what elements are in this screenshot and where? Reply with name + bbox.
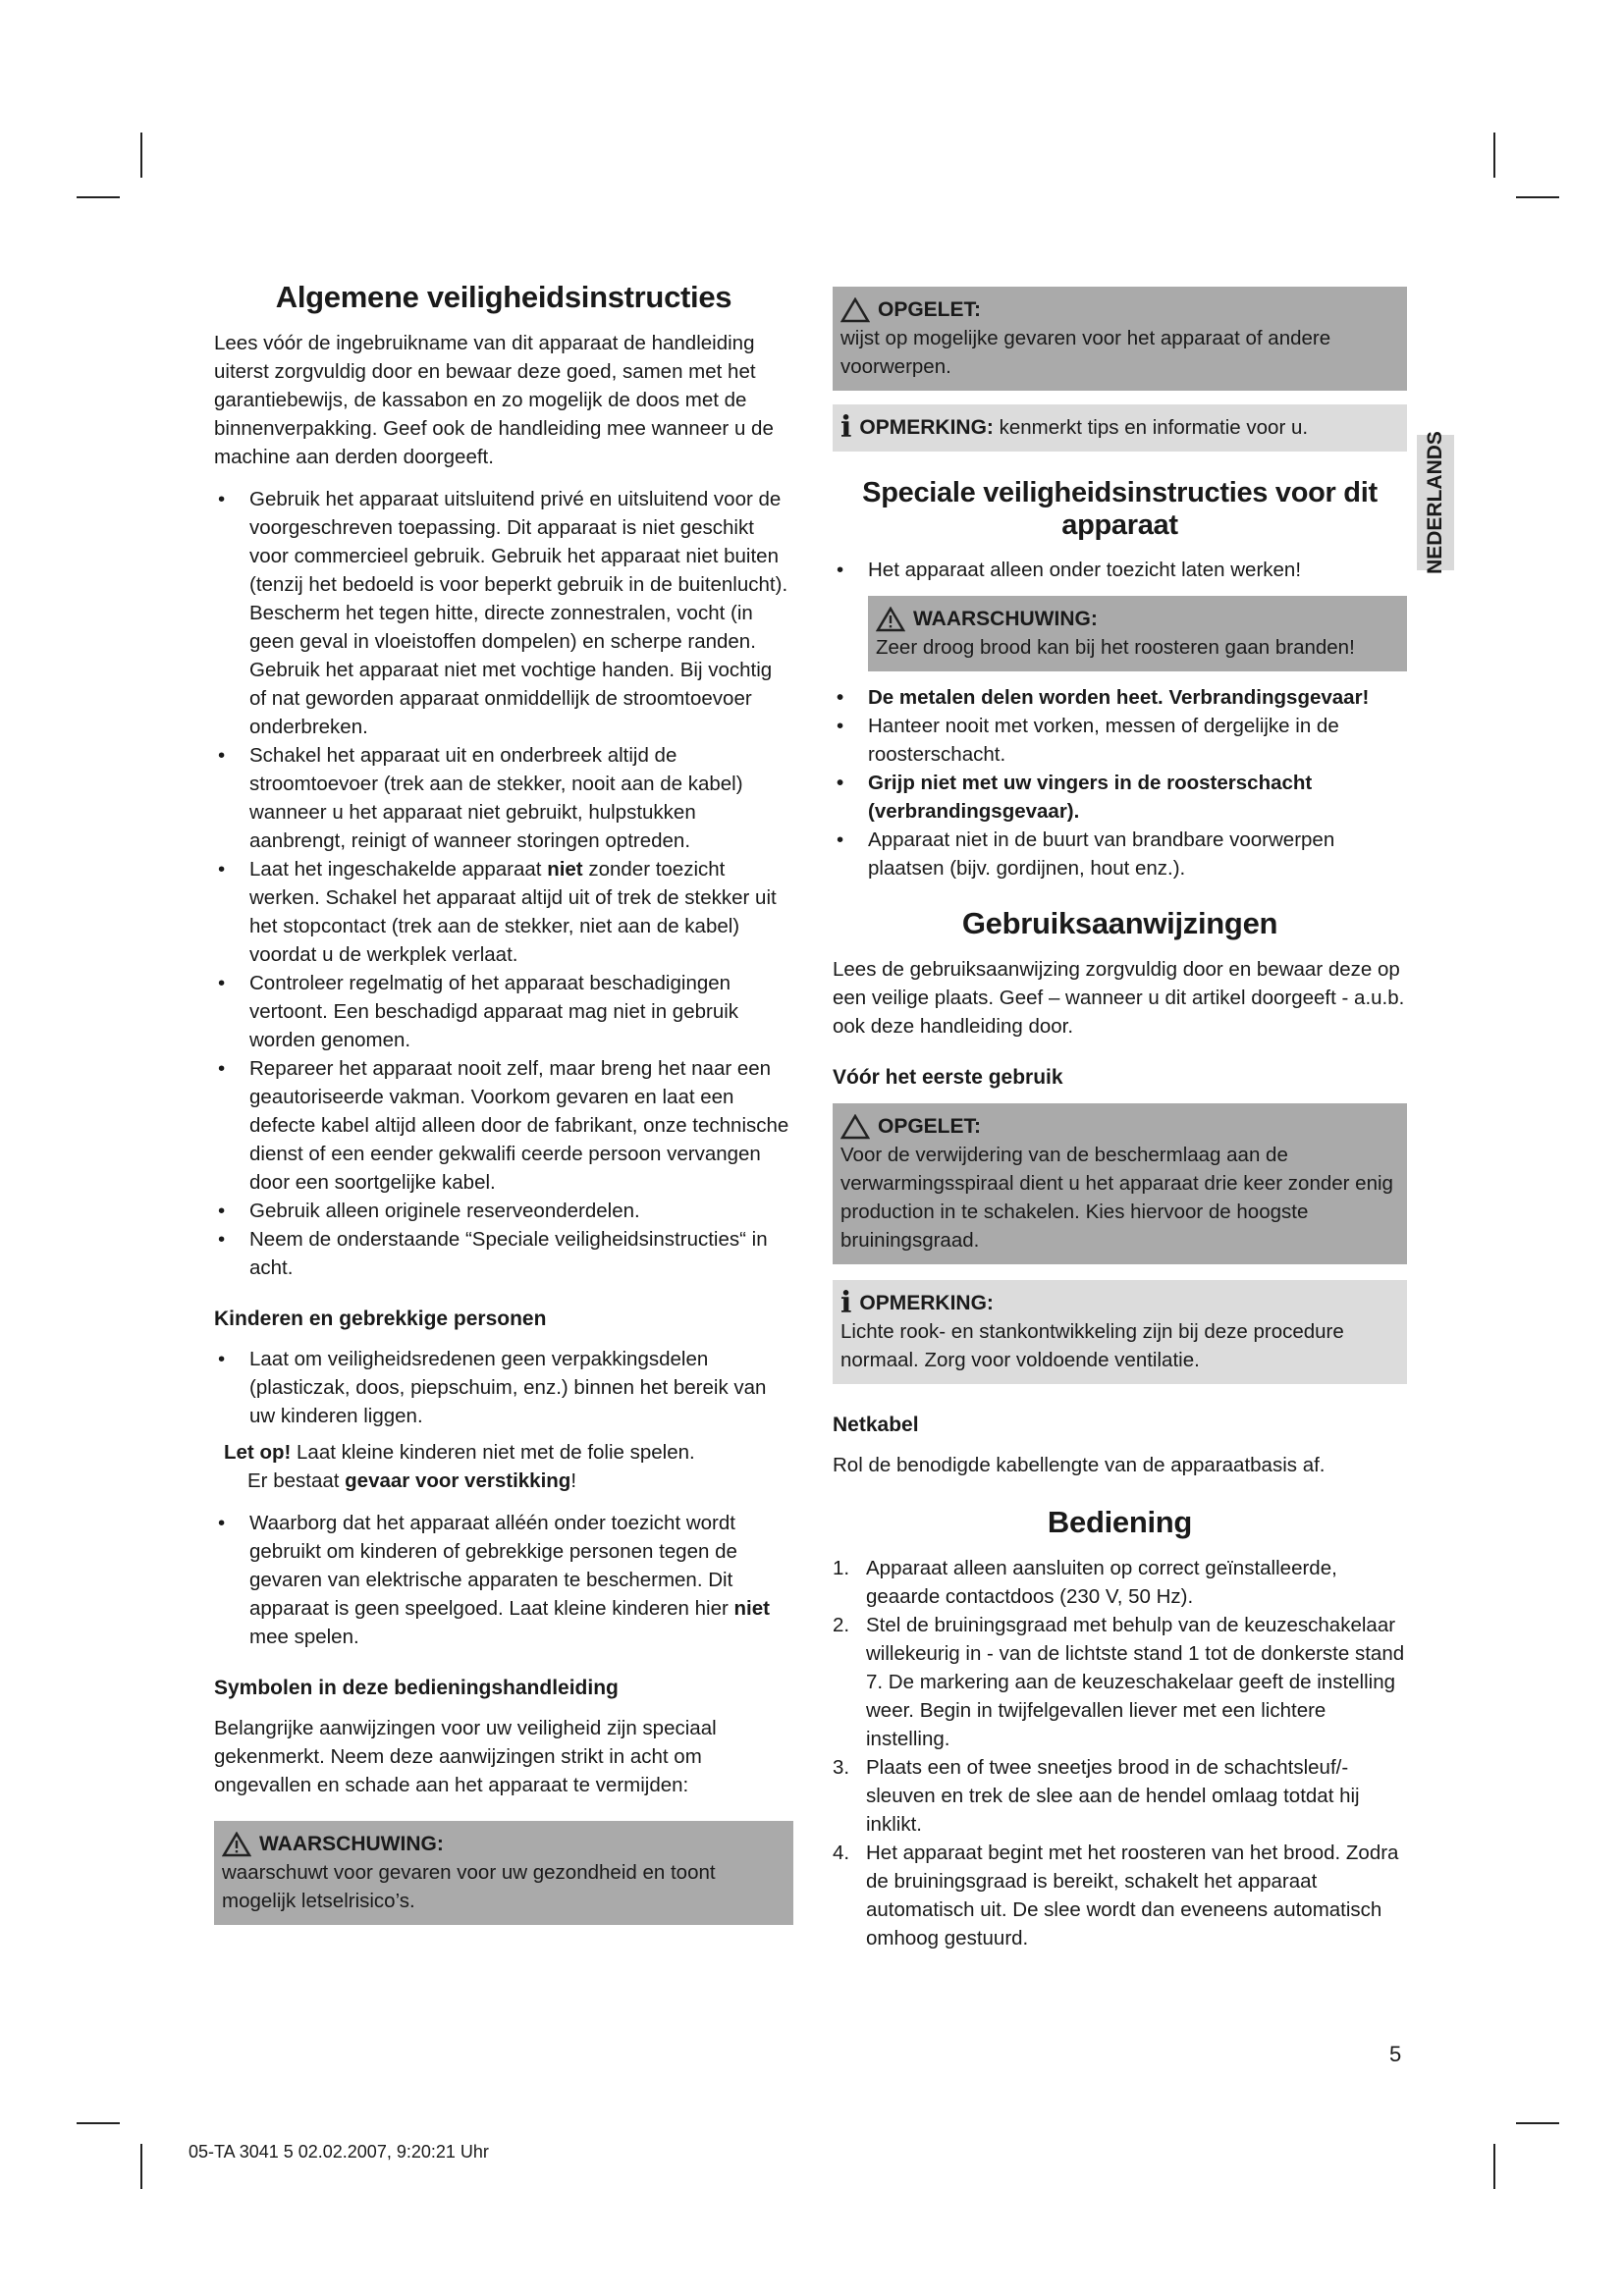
caution-box bbox=[833, 287, 1407, 391]
list-item: • Controleer regelmatig of het apparaat beschadigingen vertoont. Een beschadigd apparaat mag niet in gebruik worden genomen. bbox=[218, 972, 739, 1051]
info-icon: i bbox=[840, 410, 852, 445]
print-footer: 05-TA 3041 5 02.02.2007, 9:20:21 Uhr bbox=[189, 2142, 489, 2162]
netkabel-paragraph: Rol de benodigde kabellengte van de apparaatbasis af. bbox=[833, 1454, 1326, 1476]
warning-box bbox=[868, 596, 1407, 671]
kids-heading: Kinderen en gebrekkige personen bbox=[214, 1308, 547, 1330]
crop-mark bbox=[77, 196, 120, 198]
symbols-paragraph: Belangrijke aanwijzingen voor uw veiligheid zijn speciaal gekenmerkt. Neem deze aanwijzingen strikt in acht om ongevallen en schade aan het apparaat te vermijden: bbox=[214, 1717, 717, 1796]
note-title: OPMERKING: bbox=[859, 1292, 994, 1314]
special-safety-list-2 bbox=[833, 683, 1407, 882]
usage-paragraph: Lees de gebruiksaanwijzing zorgvuldig door en bewaar deze op een veilige plaats. Geef – wanneer u dit artikel doorgeeft - a.u.b. ook deze handleiding door. bbox=[833, 958, 1405, 1038]
caution-icon bbox=[840, 297, 870, 323]
first-use-heading: Vóór het eerste gebruik bbox=[833, 1066, 1063, 1089]
section-title-operation: Bediening bbox=[1047, 1505, 1193, 1539]
warning-text: waarschuwt voor gevaren voor uw gezondheid en toont mogelijk letselrisico’s. bbox=[222, 1861, 716, 1912]
list-item: • Laat het ingeschakelde apparaat niet zonder toezicht werken. Schakel het apparaat altijd uit of trek de stekker uit het stopcontact (trek aan de stekker, niet aan de kabel) voordat u de werkplek verlaat. bbox=[218, 858, 777, 966]
note-text: Lichte rook- en stankontwikkeling zijn bij deze procedure normaal. Zorg voor voldoende ventilatie. bbox=[840, 1320, 1344, 1371]
intro-paragraph: Lees vóór de ingebruikname van dit apparaat de handleiding uiterst zorgvuldig door en bewaar deze goed, samen met het garantiebewijs, de kassabon en zo mogelijk de doos met de binnenverpakking. Geef ook de handleiding mee wanneer u de machine aan derden doorgeeft. bbox=[214, 332, 774, 468]
caution-text: Voor de verwijdering van de beschermlaag aan de verwarmingsspiraal dient u het apparaat drie keer zonder enig production in te schakelen. Kies hiervoor de hoogste bruiningsgraad. bbox=[840, 1144, 1393, 1252]
step-item: 4. Het apparaat begint met het roosteren van het brood. Zodra de bruiningsgraad is bereikt, schakelt het apparaat automatisch uit. De slee wordt dan eveneens automatisch omhoog gestuurd. bbox=[833, 1842, 1399, 1949]
crop-mark bbox=[140, 2144, 142, 2189]
crop-mark bbox=[1493, 2144, 1495, 2189]
list-item: • Hanteer nooit met vorken, messen of dergelijke in de roosterschacht. bbox=[837, 715, 1339, 766]
list-item: • Apparaat niet in de buurt van brandbare voorwerpen plaatsen (bijv. gordijnen, hout enz.). bbox=[837, 828, 1335, 880]
list-item: • Gebruik het apparaat uitsluitend privé en uitsluitend voor de voorgeschreven toepassing. Dit apparaat is niet geschikt voor commercieel gebruik. Gebruik het apparaat niet buiten (tenzij het bedoeld is voor beperkt gebruik in de buitenlucht). Bescherm het tegen hitte, directe zonnestralen, vocht (in geen geval in vloeistoffen dompelen) en scherpe randen. Gebruik het apparaat niet met vochtige handen. Bij vochtig of nat geworden apparaat onmiddellijk de stroomtoevoer onderbreken. bbox=[218, 488, 788, 738]
caution-icon bbox=[840, 1114, 870, 1140]
note-box bbox=[833, 404, 1407, 452]
warning-text: Zeer droog brood kan bij het roosteren gaan branden! bbox=[876, 636, 1355, 659]
section-title-special-safety: Speciale veiligheidsinstructies voor dit apparaat bbox=[862, 477, 1378, 541]
list-item: • De metalen delen worden heet. Verbrandingsgevaar! bbox=[837, 686, 1370, 709]
warning-icon bbox=[876, 607, 905, 632]
general-safety-list bbox=[214, 485, 793, 1282]
symbols-heading: Symbolen in deze bedieningshandleiding bbox=[214, 1677, 619, 1699]
list-item: • Laat om veiligheidsredenen geen verpakkingsdelen (plasticzak, doos, piepschuim, enz.) binnen het bereik van uw kinderen liggen. bbox=[218, 1348, 767, 1427]
section-title-general-safety: Algemene veiligheidsinstructies bbox=[275, 280, 732, 314]
crop-mark bbox=[77, 2122, 120, 2124]
list-item: • Schakel het apparaat uit en onderbreek altijd de stroomtoevoer (trek aan de stekker, nooit aan de kabel) wanneer u het apparaat niet gebruikt, hulpstukken aanbrengt, reinigt of wanneer storingen optreden. bbox=[218, 744, 743, 852]
operation-steps bbox=[833, 1554, 1407, 1952]
list-item: • Neem de onderstaande “Speciale veiligheidsinstructies“ in acht. bbox=[218, 1228, 768, 1279]
page-number: 5 bbox=[1389, 2042, 1402, 2066]
caution-title: OPGELET: bbox=[878, 298, 982, 321]
letop-note: Let op! Laat kleine kinderen niet met de folie spelen. Er bestaat gevaar voor verstikking! bbox=[224, 1441, 695, 1492]
crop-mark bbox=[1516, 2122, 1559, 2124]
list-item: • Waarborg dat het apparaat alléén onder toezicht wordt gebruikt om kinderen of gebrekkige personen tegen de gevaren van elektrische apparaten te beschermen. Dit apparaat is geen speelgoed. Laat kleine kinderen hier niet mee spelen. bbox=[218, 1512, 770, 1648]
warning-box bbox=[214, 1821, 793, 1925]
language-tab bbox=[1417, 431, 1454, 574]
warning-title: WAARSCHUWING: bbox=[259, 1833, 444, 1855]
list-item: • Het apparaat alleen onder toezicht laten werken! bbox=[837, 559, 1302, 581]
caution-text: wijst op mogelijke gevaren voor het apparaat of andere voorwerpen. bbox=[840, 327, 1331, 378]
list-item: • Grijp niet met uw vingers in de roosterschacht (verbrandingsgevaar). bbox=[837, 772, 1313, 823]
crop-mark bbox=[140, 133, 142, 178]
step-item: 1. Apparaat alleen aansluiten op correct geïnstalleerde, geaarde contactdoos (230 V, 50 Hz). bbox=[833, 1557, 1337, 1608]
list-item: • Gebruik alleen originele reserveonderdelen. bbox=[218, 1200, 640, 1222]
note-title: OPMERKING: bbox=[859, 416, 994, 439]
crop-mark bbox=[1516, 196, 1559, 198]
kids-list-2 bbox=[214, 1509, 793, 1651]
warning-icon bbox=[222, 1832, 251, 1857]
list-item: • Repareer het apparaat nooit zelf, maar breng het naar een geautoriseerde vakman. Voorkom gevaren en laat een defecte kabel altijd alleen door de fabrikant, onze technische dienst of een eender gekwalifi ceerde persoon vervangen door een soortgelijke kabel. bbox=[218, 1057, 789, 1194]
right-column bbox=[833, 287, 1407, 1952]
section-title-usage: Gebruiksaanwijzingen bbox=[961, 906, 1278, 940]
warning-title: WAARSCHUWING: bbox=[913, 608, 1098, 630]
note-text: kenmerkt tips en informatie voor u. bbox=[993, 416, 1309, 439]
note-box bbox=[833, 1280, 1407, 1384]
language-tab-label: NEDERLANDS bbox=[1424, 431, 1446, 574]
left-column bbox=[214, 280, 793, 1939]
step-item: 3. Plaats een of twee sneetjes brood in de schachtsleuf/-sleuven en trek de slee aan de hendel omlaag totdat hij inklikt. bbox=[833, 1756, 1360, 1836]
caution-title: OPGELET: bbox=[878, 1115, 982, 1138]
step-item: 2. Stel de bruiningsgraad met behulp van de keuzeschakelaar willekeurig in - van de lichtste stand 1 tot de donkerste stand 7. De markering aan de keuzeschakelaar geeft de instelling weer. Begin in twijfelgevallen liever met een lichtere instelling. bbox=[833, 1614, 1405, 1750]
caution-box bbox=[833, 1103, 1407, 1264]
crop-mark bbox=[1493, 133, 1495, 178]
kids-list bbox=[214, 1345, 793, 1430]
special-safety-list bbox=[833, 556, 1407, 584]
info-icon: i bbox=[840, 1286, 852, 1320]
netkabel-heading: Netkabel bbox=[833, 1414, 919, 1436]
